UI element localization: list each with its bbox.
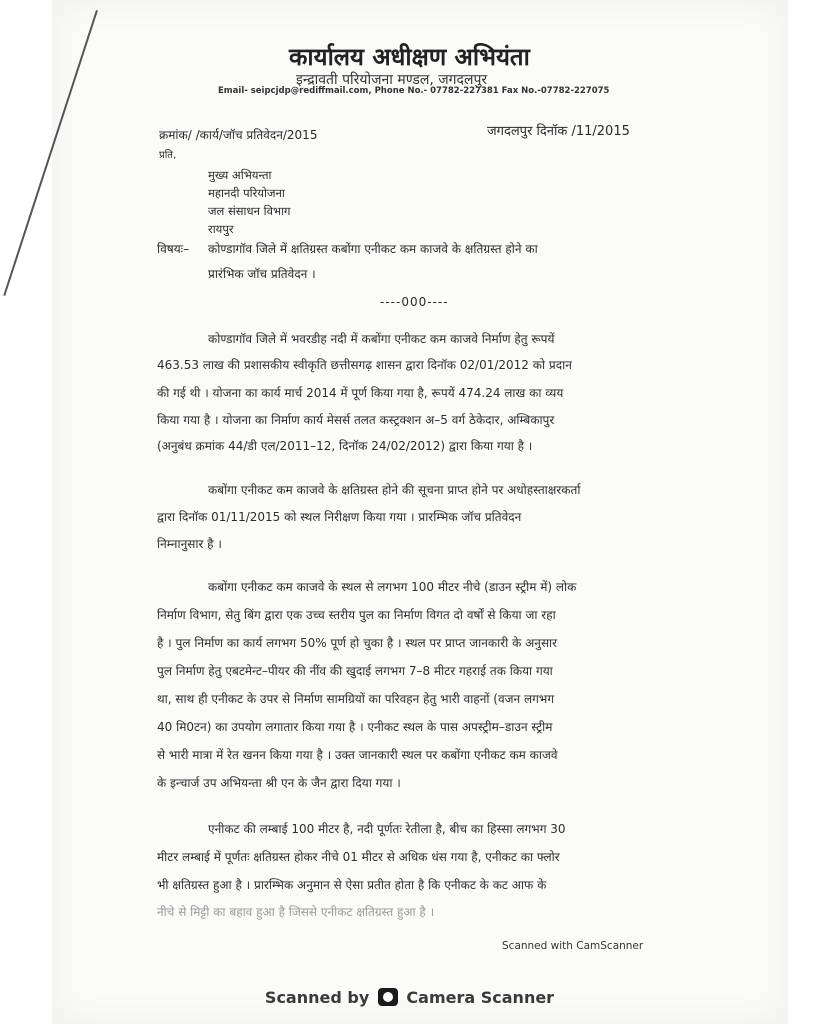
subject-label: विषयः–: [157, 242, 190, 256]
banner-left-text: Scanned by: [264, 988, 370, 1007]
subject-line: प्रारंभिक जॉच प्रतिवेदन ।: [208, 267, 316, 281]
paragraph-line: कबोंगा एनीकट कम काजवे के स्थल से लगभग 100 मीटर नीचे (डाउन स्ट्रीम में) लोक: [208, 580, 577, 594]
paragraph-line: भी क्षतिग्रस्त हुआ है । प्रारम्भिक अनुमान से ऐसा प्रतीत होता है कि एनीकट के कट आफ के: [157, 878, 547, 892]
prati-label: प्रति,: [159, 150, 177, 161]
subject-line: कोण्डागॉव जिले में क्षतिग्रस्त कबोंगा एनीकट कम काजवे के क्षतिग्रस्त होने का: [208, 242, 538, 256]
banner-right-text: Camera Scanner: [406, 988, 555, 1007]
reference-number: क्रमांक/ /कार्य/जॉच प्रतिवेदन/2015: [159, 128, 318, 142]
paragraph-line: किया गया है । योजना का निर्माण कार्य मेसर्स तलत कस्ट्रक्शन अ–5 वर्ग ठेकेदार, अम्बिकापुर: [157, 413, 555, 427]
paragraph-line: 463.53 लाख की प्रशासकीय स्वीकृति छत्तीसगढ़ शासन द्वारा दिनॉक 02/01/2012 को प्रदान: [157, 358, 572, 372]
paragraph-line: पुल निर्माण हेतु एबटमेन्ट–पीयर की नींव की खुदाई लगभग 7–8 मीटर गहराई तक किया गया: [157, 664, 553, 678]
address-line: रायपुर: [208, 222, 234, 236]
office-subtitle: इन्द्रावती परियोजना मण्डल, जगदलपुर: [296, 72, 488, 88]
separator: ----000----: [380, 295, 449, 309]
paragraph-line: द्वारा दिनॉक 01/11/2015 को स्थल निरीक्षण किया गया । प्रारम्भिक जॉच प्रतिवेदन: [157, 510, 522, 524]
address-line: मुख्य अभियन्ता: [208, 168, 272, 182]
camscanner-footnote: Scanned with CamScanner: [502, 940, 644, 952]
paragraph-line: कोण्डागॉव जिले में भवरडीह नदी में कबोंगा एनीकट कम काजवे निर्माण हेतु रूपयें: [208, 332, 555, 346]
paragraph-line: से भारी मात्रा में रेत खनन किया गया है । उक्त जानकारी स्थल पर कबोंगा एनीकट कम काजवे: [157, 748, 558, 762]
paragraph-line: था, साथ ही एनीकट के उपर से निर्माण सामग्रियों का परिवहन हेतु भारी वाहनों (वजन लगभग: [157, 692, 555, 706]
paragraph-line: है । पुल निर्माण का कार्य लगभग 50% पूर्ण हो चुका है । स्थल पर प्राप्त जानकारी के अनुसार: [157, 636, 558, 650]
address-line: जल संसाधन विभाग: [208, 204, 291, 218]
contact-line: Email- seipcjdp@rediffmail.com, Phone No.- 07782-227381 Fax No.-07782-227075: [218, 86, 610, 96]
reference-date: जगदलपुर दिनॉक /11/2015: [487, 124, 630, 139]
paragraph-line: एनीकट की लम्बाई 100 मीटर है, नदी पूर्णतः रेतीला है, बीच का हिस्सा लगभग 30: [208, 822, 566, 836]
paragraph-line: निम्नानुसार है ।: [157, 537, 222, 551]
paragraph-line: कबोंगा एनीकट कम काजवे के क्षतिग्रस्त होने की सूचना प्राप्त होने पर अधोहस्ताक्षरकर्ता: [208, 483, 581, 497]
camera-icon: [378, 988, 398, 1006]
paragraph-line: 40 मि0टन) का उपयोग लगातार किया गया है । एनीकट स्थल के पास अपस्ट्रीम–डाउन स्ट्रीम: [157, 720, 553, 734]
paragraph-line: (अनुबंध क्रमांक 44/डी एल/2011–12, दिनॉक 24/02/2012) द्वारा किया गया है ।: [157, 439, 533, 453]
paragraph-line: निर्माण विभाग, सेतु बिंग द्वारा एक उच्च स्तरीय पुल का निर्माण विगत दो वर्षों से किया जा रहा: [157, 608, 556, 622]
office-title: कार्यालय अधीक्षण अभियंता: [289, 43, 530, 71]
paragraph-line: नीचे से मिट्टी का बहाव हुआ है जिससे एनीकट क्षतिग्रस्त हुआ है ।: [157, 905, 435, 919]
paragraph-line: मीटर लम्बाई में पूर्णतः क्षतिग्रस्त होकर नीचे 01 मीटर से अधिक धंस गया है, एनीकट का फ्लोर: [157, 850, 560, 864]
address-line: महानदी परियोजना: [208, 186, 285, 200]
paragraph-line: की गई थी । योजना का कार्य मार्च 2014 में पूर्ण किया गया है, रूपयें 474.24 लाख का व्यय: [157, 386, 564, 400]
scanner-banner: [0, 988, 819, 1007]
paragraph-line: के इन्चार्ज उप अभियन्ता श्री एन के जैन द्वारा दिया गया ।: [157, 776, 401, 790]
